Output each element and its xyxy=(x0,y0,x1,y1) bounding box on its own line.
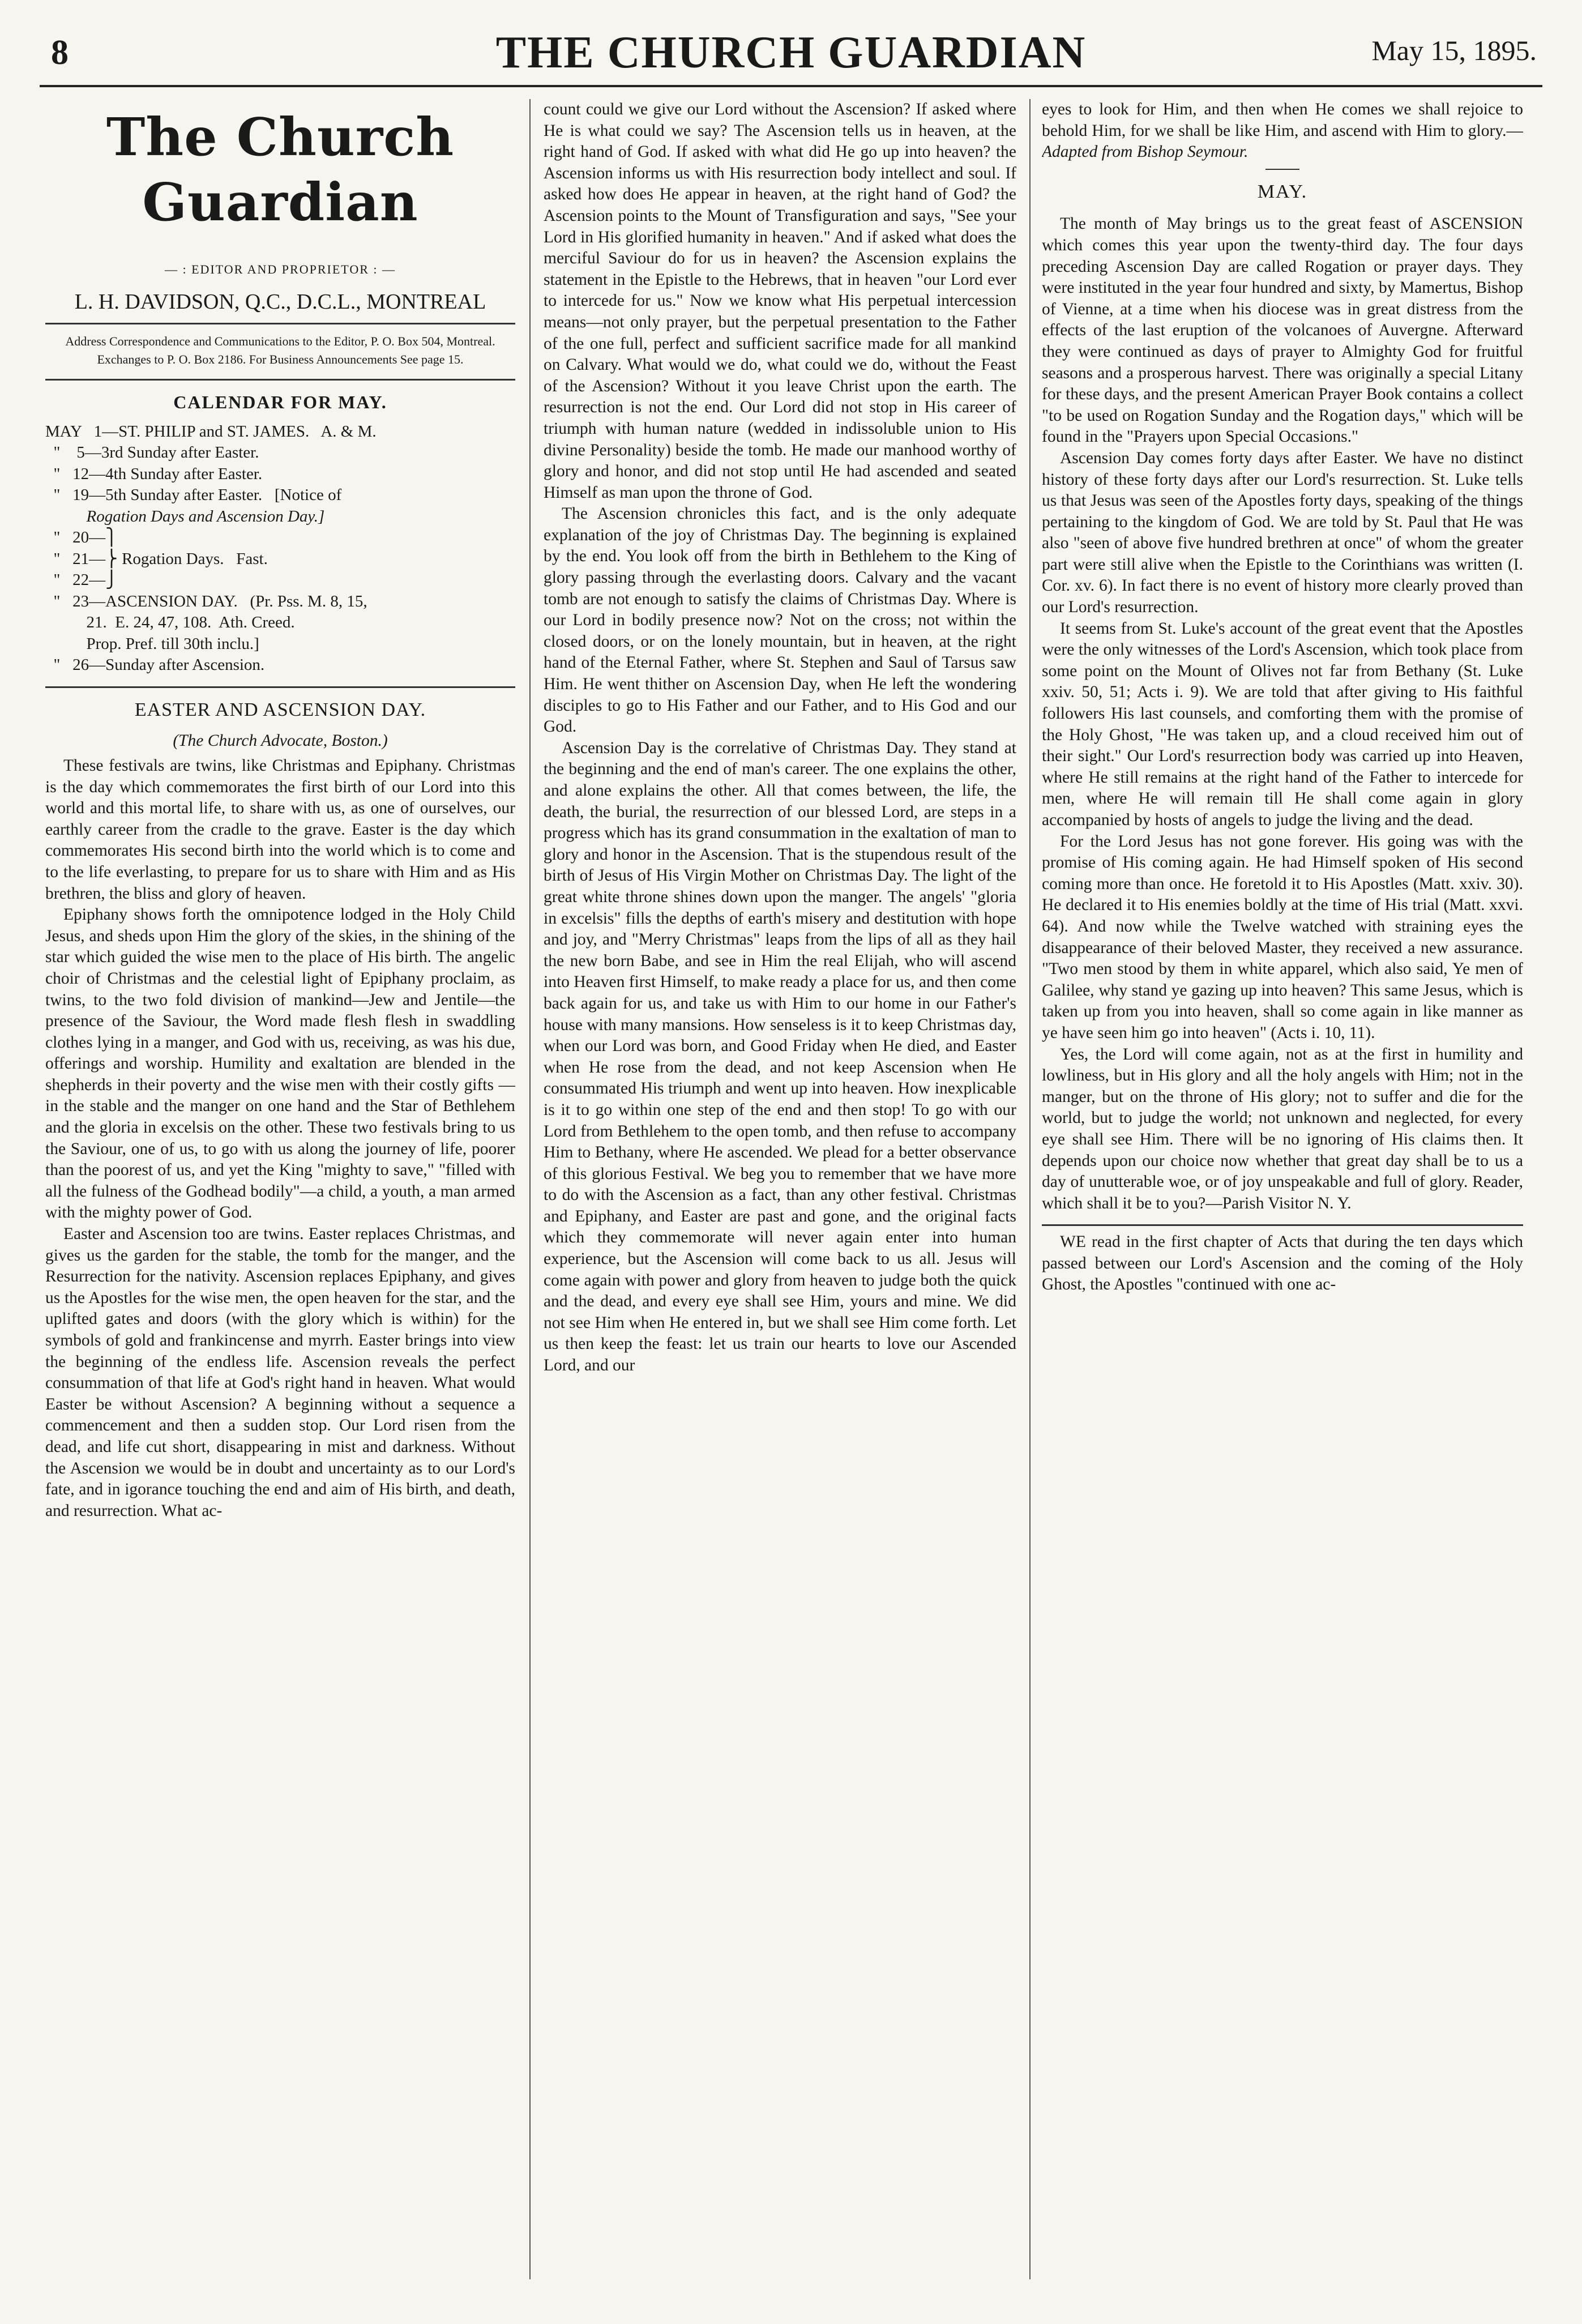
article-heading: MAY. xyxy=(1257,181,1308,202)
calendar-entry: Prop. Pref. till 30th inclu.] xyxy=(45,634,259,653)
issue-date: May 15, 1895. xyxy=(1371,35,1537,66)
calendar-entry: " 22—⎭ xyxy=(45,571,118,589)
article-heading: EASTER AND ASCENSION DAY. xyxy=(134,699,426,720)
article-paragraph: Epiphany shows forth the omnipotence lodged in the Holy Child Jesus, and sheds upon Him the glory of the skies, in the shining of the star which guided the wise men to the place of His birth. The angelic choir of Christmas and the celestial light of Epiphany proclaim, as twins, to the two fold division of mankind—Jew and Jentile—the presence of the Saviour, the Word made flesh flesh in swaddling clothes lying in a manger, and God with us, receiving, as was his due, offerings and worship. Humility and exaltation are blended in the shepherds in their poverty and the wise men with their costly gifts —in the stable and the manger on one hand and the Star of Bethlehem and the gloria in excelsis on the other. These two festivals bring to us the Saviour, one of us, to go with us along the journey of life, poorer than the poorest of us, and yet the King "mighty to save," "filled with all the fulness of the Godhead bodily"—a child, a youth, a man armed with the mighty power of God. xyxy=(45,905,515,1222)
calendar-entry: " 5—3rd Sunday after Easter. xyxy=(45,443,259,462)
section-divider xyxy=(45,686,515,688)
article-paragraph: For the Lord Jesus has not gone forever. His going was with the promise of His coming again. He had Himself spoken of His second coming more than once. He foretold it to His Apostles (Matt. xxiv. 30). He declared it to His enemies boldly at the time of His trial (Matt. xxvi. 64). And now while the Twelve watched with straining eyes the disappearance of their beloved Master, they received a new assurance. "Two men stood by them in white apparel, which also said, Ye men of Galilee, why stand ye gazing up into heaven? This same Jesus, which is taken up from you into heaven, shall so come again in like manner as ye have seen him go into heaven" (Acts i. 10, 11). xyxy=(1042,832,1523,1042)
masthead-title: The Church Guardian xyxy=(106,106,455,233)
article-credit: Adapted from Bishop Seymour. xyxy=(1042,143,1249,161)
calendar-entry: " 12—4th Sunday after Easter. xyxy=(45,464,263,483)
article-paragraph: Easter and Ascension too are twins. Easter replaces Christmas, and gives us the garden for the stable, the tomb for the manger, and the Resurrection for the nativity. Ascension replaces Epiphany, and gives us the Apostles for the wise men, the open heaven for the star, and the uplifted gates and doors (with the glory which is within) for the symbols of gold and frankincense and myrrh. Easter brings into view the beginning of the endless life. Ascension reveals the perfect consummation of that life at God's right hand in heaven. What would Easter be without Ascension? A beginning without a sequence a commencement and then a sudden stop. Our Lord risen from the dead, and life cut short, disappearing in mist and darkness. Without the Ascension we would be in doubt and uncertainty as to our Lord's fate, and in igorance touching the end and aim of His birth, and death, and resurrection. What ac- xyxy=(45,1225,515,1520)
calendar-entry: " 20—⎫ xyxy=(45,528,118,547)
page-header xyxy=(40,17,1542,87)
short-divider xyxy=(1265,169,1299,170)
section-divider xyxy=(1042,1224,1523,1226)
calendar-entry: " 19—5th Sunday after Easter. [Notice of xyxy=(45,486,342,505)
calendar-list xyxy=(45,421,515,676)
paper-name: THE CHURCH GUARDIAN xyxy=(495,28,1087,78)
article-paragraph: WE read in the first chapter of Acts that during the ten days which passed between our Lord's Ascension and the coming of the Holy Ghost, the Apostles "continued with one ac- xyxy=(1042,1233,1523,1294)
article-paragraph: Ascension Day is the correlative of Christmas Day. They stand at the beginning and the end of man's career. The one explains the other, and alone explains the other. All that comes between, the life, the death, the burial, the resurrection of our blessed Lord, are steps in a progress which has its grand consummation in the exaltation of man to glory and honor in the Ascension. That is the stupendous result of the birth of Jesus of His Virgin Mother on Christmas Day. The light of the great white throne shines down upon the manger. The angels' "gloria in excelsis" fills the depths of earth's misery and destitution with hope and joy, and "Merry Christmas" leaps from the lips of all as they hail the new born Babe, and see in Him the real Elijah, who will ascend into Heaven first Himself, to make ready a place for us, and then come back again for us, and take us with Him to our home in our Father's house with many mansions. How senseless is it to keep Christmas day, when our Lord was born, and Good Friday when He died, and Easter when He rose from the dead, and not keep Ascension when He consummated His triumph and went up into heaven. How inexplicable is it to go within one step of the end and then stop! To go with our Lord from Bethlehem to the open tomb, and then refuse to accompany Him to Bethany, where He ascended. We plead for a better observance of this glorious Festival. We beg you to remember that we have more to do with the Ascension as a fact, than any other festival. Christmas and Epiphany, and Easter are past and gone, and the original facts which they commemorate will never again enter into human experience, but the Ascension will come back to us all. Jesus will come again with power and glory from heaven to judge both the quick and the dead, and every eye shall see Him, yours and mine. We did not see Him when He entered in, but we shall see Him come forth. Let us then keep the feast: let us train our hearts to love our Ascended Lord, and our xyxy=(544,738,1016,1375)
calendar-entry: " 23—ASCENSION DAY. (Pr. Pss. M. 8, 15, xyxy=(45,592,367,610)
article-paragraph: Yes, the Lord will come again, not as at the first in humility and lowliness, but in His glory and all the holy angels with Him; not in the manger, but on the throne of His glory; not to suffer and die for the world, but to judge the world; not unknown and neglected, for every eye shall see Him. There will be no ignoring of His claims then. It depends upon our choice now whether that great day shall be to us a day of unutterable woe, or of joy unspeakable and full of glory. Reader, which shall it be to you?—Parish Visitor N. Y. xyxy=(1042,1045,1523,1212)
article-paragraph xyxy=(1042,99,1523,163)
article-continuation: eyes to look for Him, and then when He comes we shall rejoice to behold Him, for we shall be like Him, and ascend with Him to glory.— xyxy=(1042,100,1523,140)
column-1 xyxy=(45,99,515,2285)
page-number: 8 xyxy=(51,33,69,72)
column-3 xyxy=(1042,99,1523,2285)
calendar-entry: 21. E. 24, 47, 108. Ath. Creed. xyxy=(45,613,295,632)
article-source: (The Church Advocate, Boston.) xyxy=(173,732,388,750)
calendar-entry: " 21—⎬ Rogation Days. Fast. xyxy=(45,549,268,568)
column-2 xyxy=(544,99,1016,2285)
article-paragraph: The Ascension chronicles this fact, and is the only adequate explanation of the joy of Christmas Day. The beginning is explained by the end. You look off from the birth in Bethlehem to the King of glory passing through the everlasting doors. Calvary and the vacant tomb are not enough to satisfy the claims of Christmas Day. Where is our Lord in bodily presence now? Not on the cross; not within the closed doors, or on the lonely mountain, but in heaven, at the right hand of the Eternal Father, where St. Stephen and Saul of Tarsus saw Him. He went thither on Ascension Day, when He left the wondering disciples to go to His Father and our Father, and to His God and our God. xyxy=(544,505,1016,736)
article-paragraph: Ascension Day comes forty days after Easter. We have no distinct history of these forty days after our Lord's resurrection. St. Luke tells us that Jesus was seen of the Apostles forty days, speaking of the things pertaining to the kingdom of God. We are told by St. Paul that He was also "seen of above five hundred brethren at once" of whom the greater part were still alive when the Epistle to the Corinthians was written (I. Cor. xv. 6). In fact there is no event of history more clearly proved than our Lord's resurrection. xyxy=(1042,448,1523,617)
masthead-subtitle: — : EDITOR AND PROPRIETOR : — xyxy=(164,262,396,276)
article-paragraph: It seems from St. Luke's account of the great event that the Apostles were the only witnesses of the Lord's Ascension, which took place from some point on the Mount of Olives not far from Bethany (St. Luke xxiv. 50, 51; Acts i. 9). We are told that after giving to His faithful followers His last counsels, and comforting them with the promise of the Holy Ghost, "He was taken up, and a cloud received him out of their sight." Our Lord's resurrection body was carried up into Heaven, where He still remains at the right hand of the Father to intercede for men, where He will remain till He shall come again in glory accompanied by hosts of angels to judge the living and the dead. xyxy=(1042,619,1523,829)
masthead-address: Address Correspondence and Communications to the Editor, P. O. Box 504, Montreal. Exchanges to P. O. Box 2186. For Business Announcements See page 15. xyxy=(45,332,515,381)
article-paragraph: These festivals are twins, like Christmas and Epiphany. Christmas is the day which commemorates the first birth of our Lord into this world and this mortal life, to share with us, as one of ourselves, our earthly career from the cradle to the grave. Easter is the day which commemorates His second birth into the world which is to come and to the life everlasting, to prepare for us to share with Him and as His brethren, the bliss and glory of heaven. xyxy=(45,756,515,903)
calendar-entry: " 26—Sunday after Ascension. xyxy=(45,656,265,674)
calendar-heading: CALENDAR FOR MAY. xyxy=(173,392,387,413)
calendar-entry: Rogation Days and Ascension Day.] xyxy=(45,507,325,526)
calendar-entry: MAY 1—ST. PHILIP and ST. JAMES. A. & M. xyxy=(45,422,377,441)
article-paragraph: count could we give our Lord without the Ascension? If asked where He is what could we say? The Ascension tells us in heaven, at the right hand of God. If asked with what did He go up into heaven? the Ascension informs us with His resurrection body intellect and soul. If asked how does He appear in heaven, at the right hand of God? the Ascension points to the Mount of Transfiguration and says, "See your Lord in His glorified humanity in heaven." And if asked what does the merciful Saviour do for us in heaven? the Ascension explains the statement in the Epistle to the Hebrews, that in heaven "our Lord ever to intercede for us." Now we know what His perpetual intercession means—not only prayer, but the perpetual presentation to the Father of the one full, perfect and sufficient sacrifice made for all mankind on Calvary. What would we do, what could we do, without the Feast of the Ascension? Without it you leave Christ upon the earth. The resurrection is not the end. Our Lord did not stop in His career of triumph with human nature (wedded in indissoluble union to His divine Personality) beside the tomb. He made our manhood worthy of glory and honor, and did not stop until He had ascended and seated Himself as man upon the throne of God. xyxy=(544,100,1016,502)
column-rule xyxy=(1029,99,1031,2279)
column-rule xyxy=(529,99,531,2279)
article-paragraph: The month of May brings us to the great feast of ASCENSION which comes this year upon the twenty-third day. The four days preceding Ascension Day are called Rogation or prayer days. They were instituted in the year four hundred and sixty, by Mamertus, Bishop of Vienne, at a time when his diocese was in great distress from the effects of the last eruption of the volcanoes of Auvergne. Afterward they were continued as days of prayer to Almighty God for fruitful seasons and a prosperous harvest. There was originally a special Litany for these days, and the present American Prayer Book contains a collect "to be used on Rogation Sunday and the Rogation days," which will be found in the "Prayers upon Special Occasions." xyxy=(1042,215,1523,446)
masthead-editor: L. H. DAVIDSON, Q.C., D.C.L., MONTREAL xyxy=(45,292,515,325)
